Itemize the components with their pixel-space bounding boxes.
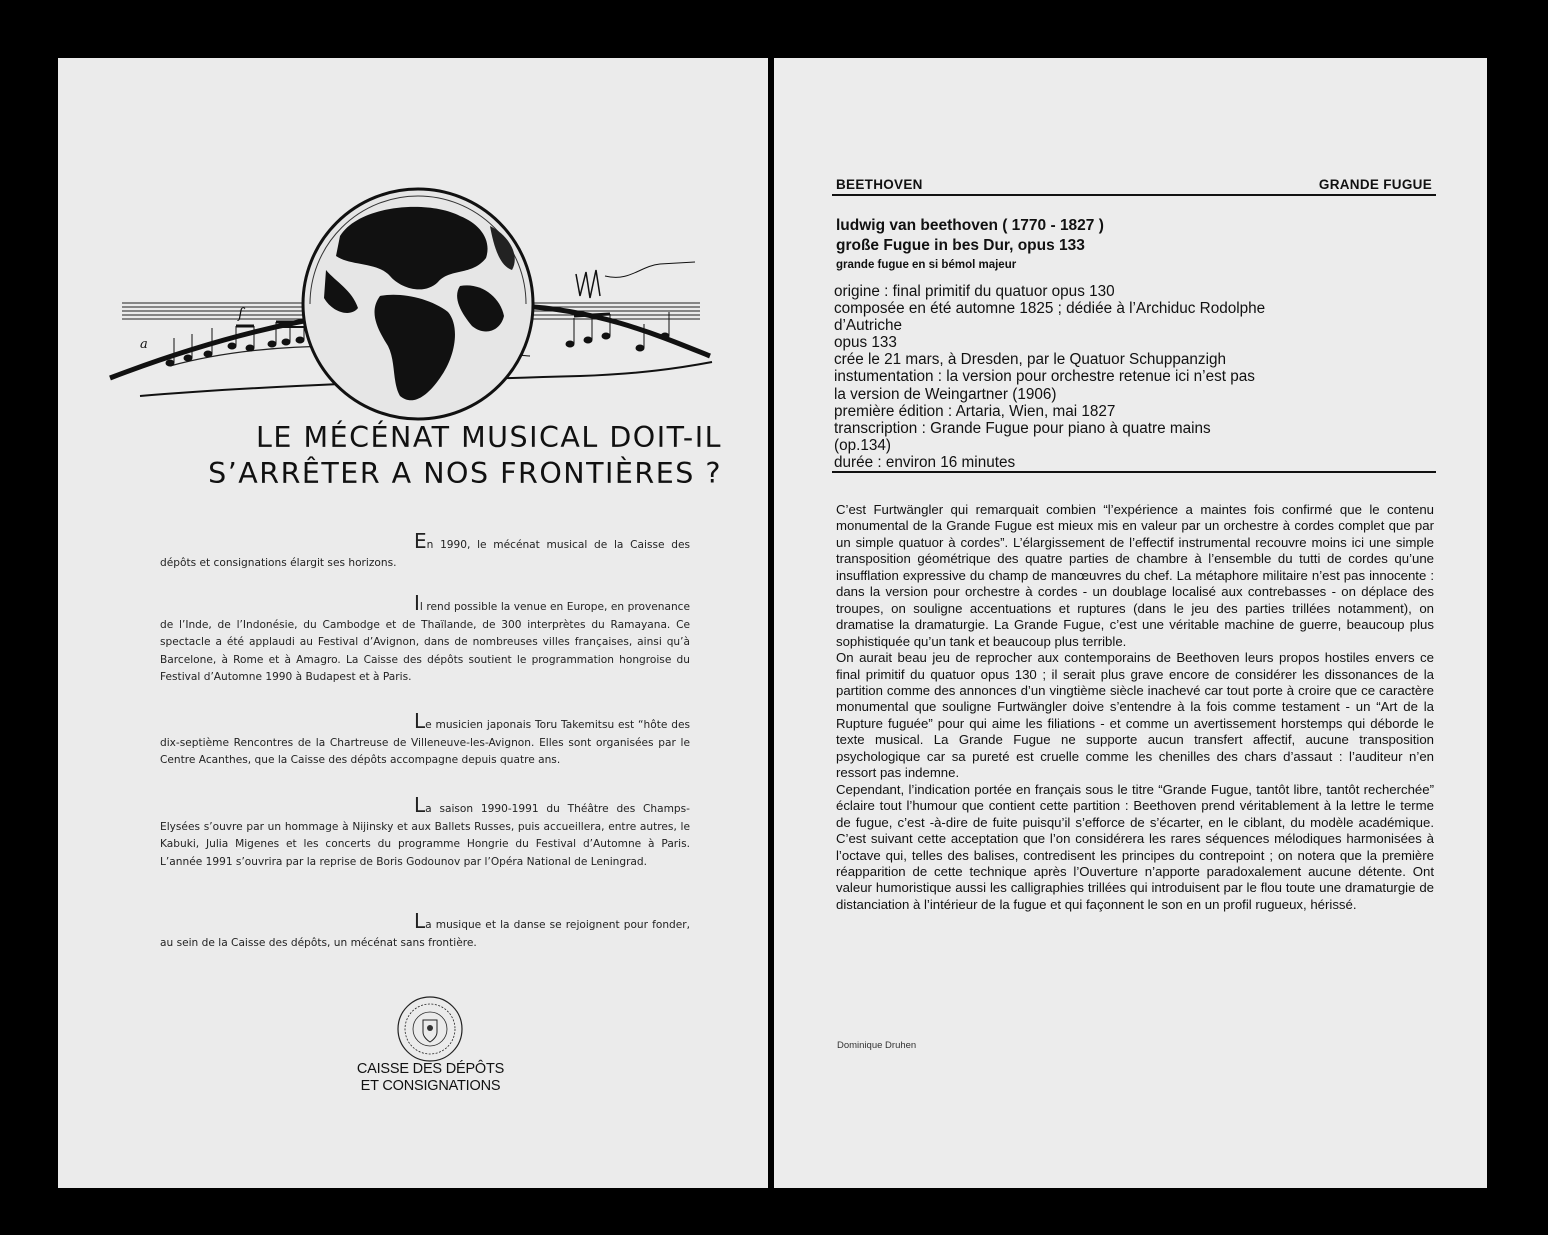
paragraph-text: a saison 1990-1991 du Théâtre des Champs-Elysées s’ouvre par un hommage à Nijinsky et aux Ballets Russes, puis accueillera, entre autres, le Kabuki, Julia Migenes et les concerts du programme Hongrie du Festival d’Automne à Paris. L’année 1991 s’ouvrira par la reprise de Boris Godounov par l’Opéra National de Leningrad. xyxy=(160,803,690,868)
institution-line: ET CONSIGNATIONS xyxy=(360,1078,501,1094)
drop-initial: E xyxy=(414,529,427,553)
detail-line: durée : environ 16 minutes xyxy=(834,453,1016,471)
detail-line: transcription : Grande Fugue pour piano à quatre mains xyxy=(834,419,1211,437)
right-page xyxy=(774,58,1487,1188)
body-paragraph xyxy=(160,709,690,770)
institution-seal-icon xyxy=(395,994,465,1064)
drop-initial: L xyxy=(414,709,426,733)
article-paragraph: Cependant, l’indication portée en français sous le titre “Grande Fugue, tantôt libre, tantôt recherchée” éclaire tout l’humour que contient cette partition : Beethoven prend véritablement à la lettre le terme de fugue, c’est -à-dire de fuite puisqu’il s’efforce de s’écarter, en le ciblant, du modèle académique. C’est suivant cette acceptation que l’on considérera les rares séquences mélodiques harmonisées à l’octave qui, telles des balises, contredisent les principes du contrepoint ; on notera que la première réapparition de cette technique après l’Ouverture n’apporte paradoxalement aucune détente. Ont valeur humoristique aussi les calligraphies trillées qui introduisent par le flou toute une dramaturgie de distanciation à l’intérieur de la fugue et qui façonnent le son en un profil rugueux, hérissé. xyxy=(836,781,1434,912)
work-title-line: große Fugue in bes Dur, opus 133 xyxy=(836,236,1085,254)
work-subtitle: grande fugue en si bémol majeur xyxy=(836,259,1017,271)
detail-line: origine : final primitif du quatuor opus 130 xyxy=(834,283,1115,300)
article-paragraph: C’est Furtwängler qui remarquait combien “l’expérience a maintes fois confirmé que le contenu monumental de la Grande Fugue est mieux mis en valeur par un orchestre à cordes complet que par un simple quatuor à cordes”. L’élargissement de l’effectif instrumental recouvre moins ici une simple transposition géométrique des quatre parties de chambre à l’ensemble du tutti de cordes qu’une insufflation expressive du champ de manœuvres du chef. La métaphore militaire n’est pas innocente : dans la version pour orchestre à cordes - un doublage localisé aux contrebasses - on déplace des troupes, on souligne accentuations et ruptures (dans le jeu des parties trillées notamment), on dramatise la dramaturgie. La Grande Fugue, c’est une véritable machine de guerre, beaucoup plus sophistiquée qu’un tank et beaucoup plus terrible. xyxy=(836,502,1434,649)
running-header-work: GRANDE FUGUE xyxy=(1318,177,1432,192)
detail-line: composée en été automne 1825 ; dédiée à l’Archiduc Rodolphe xyxy=(834,300,1266,318)
work-details-list xyxy=(834,283,1436,471)
detail-line: opus 133 xyxy=(834,334,897,352)
institution-name xyxy=(328,1061,533,1095)
body-paragraph xyxy=(160,909,690,952)
detail-line: crée le 21 mars, à Dresden, par le Quatuor Schuppanzigh xyxy=(834,351,1226,369)
institution-line: CAISSE DES DÉPÔTS xyxy=(356,1061,505,1077)
work-title-line: ludwig van beethoven ( 1770 - 1827 ) xyxy=(836,217,1104,234)
section-rule xyxy=(832,471,1436,473)
detail-line: la version de Weingartner (1906) xyxy=(834,385,1057,403)
article-paragraph: On aurait beau jeu de reprocher aux contemporains de Beethoven leurs propos hostiles envers ce final primitif du quatuor opus 130 ; il serait plus grave encore de considérer les dissonances de la partition comme des annonces d’un vingtième siècle inachevé car tout porte à croire que ce caractère monumental que souligne Furtwängler doive s’entendre à la fois comme testament - un “Art de la Rupture fuguée” pour qui aime les filiations - et comme un avertissement horstemps qui déborde le texte musical. La Grande Fugue ne supporte aucun transfert affectif, aucune transposition psychologique car sa pureté est cruelle comme les chenilles des chars d’assaut : l’auditeur n’en ressort pas indemne. xyxy=(836,650,1434,781)
headline xyxy=(162,420,722,492)
intro-paragraph xyxy=(160,529,690,572)
headline-line: LE MÉCÉNAT MUSICAL DOIT-IL xyxy=(256,421,722,454)
detail-line: (op.134) xyxy=(834,436,891,454)
article-text xyxy=(836,502,1434,913)
author-signature: Dominique Druhen xyxy=(837,1040,917,1051)
paragraph-text: e musicien japonais Toru Takemitsu est “hôte des dix-septième Rencontres de la Chartreuse de Villeneuve-les-Avignon. Elles sont organisées par le Centre Acanthes, que la Caisse des dépôts accompagne depuis quatre ans. xyxy=(160,719,690,767)
svg-text:f: f xyxy=(238,306,244,322)
drop-initial: L xyxy=(414,793,426,817)
body-paragraph xyxy=(160,591,690,687)
paragraph-text: n 1990, le mécénat musical de la Caisse des dépôts et consignations élargit ses horizons. xyxy=(160,539,690,569)
headline-line: S’ARRÊTER A NOS FRONTIÈRES ? xyxy=(208,457,722,490)
drop-initial: I xyxy=(414,591,420,615)
running-header-composer: BEETHOVEN xyxy=(836,177,923,192)
detail-line: première édition : Artaria, Wien, mai 1827 xyxy=(834,402,1116,420)
work-title xyxy=(836,216,1104,255)
paragraph-text: l rend possible la venue en Europe, en provenance de l’Inde, de l’Indonésie, du Cambodge et de Thaïlande, de 300 interprètes du Ramayana. Ce spectacle a été applaudi au Festival d’Avignon, dans de nombreuses villes françaises, ainsi qu’à Barcelone, à Rome et à Amagro. La Caisse des dépôts soutient le programmation hongroise du Festival d’Automne 1990 à Budapest et à Paris. xyxy=(160,601,690,684)
svg-text:a: a xyxy=(140,337,148,352)
left-page xyxy=(58,58,768,1188)
drop-initial: L xyxy=(414,909,426,933)
body-paragraph xyxy=(160,793,690,871)
detail-line: d’Autriche xyxy=(834,317,903,335)
detail-line: instumentation : la version pour orchestre retenue ici n’est pas xyxy=(834,368,1255,386)
paragraph-text: a musique et la danse se rejoignent pour fonder, au sein de la Caisse des dépôts, un mécénat sans frontière. xyxy=(160,919,690,949)
header-rule xyxy=(832,194,1436,196)
